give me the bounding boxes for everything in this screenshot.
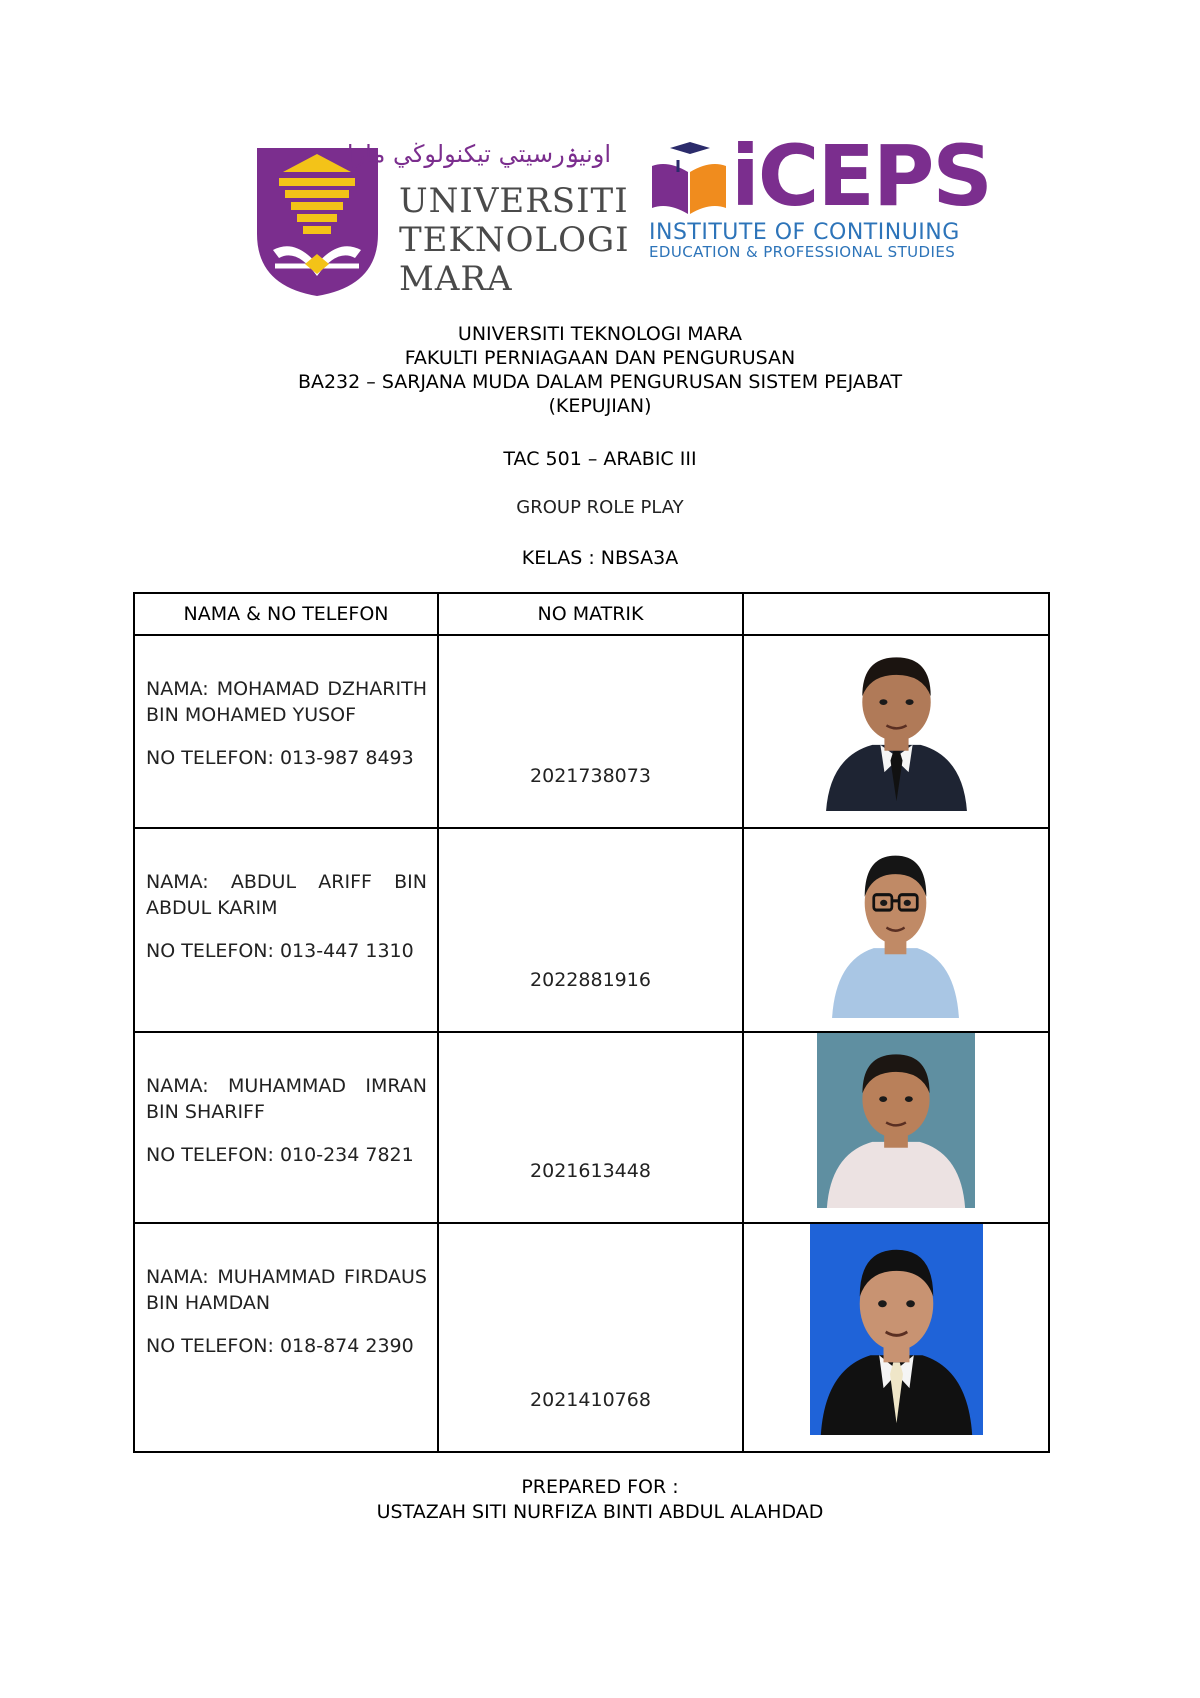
uitm-wordmark-line: TEKNOLOGI	[399, 220, 630, 260]
column-header-photo	[743, 593, 1049, 635]
uitm-wordmark-line: MARA	[399, 259, 513, 299]
table-row	[134, 635, 1049, 828]
member-phone: NO TELEFON: 018-874 2390	[146, 1335, 414, 1357]
prepared-for-label: PREPARED FOR :	[521, 1476, 679, 1498]
table-row	[134, 1223, 1049, 1452]
member-photo-cell	[743, 1223, 1049, 1452]
uitm-wordmark-line: UNIVERSITI	[399, 181, 629, 221]
table-row	[134, 828, 1049, 1032]
member-matric-number: 2021738073	[530, 765, 651, 787]
prepared-for-block	[0, 1475, 1200, 1525]
member-matric-cell	[438, 1223, 743, 1452]
member-matric-cell	[438, 635, 743, 828]
member-portrait-photo	[823, 833, 968, 1018]
assignment-title: GROUP ROLE PLAY	[516, 497, 684, 518]
iceps-wordmark: iCEPS	[731, 127, 991, 225]
member-phone: NO TELEFON: 010-234 7821	[146, 1144, 414, 1166]
column-header-name-phone: NAMA & NO TELEFON	[134, 593, 438, 635]
uitm-jawi-text: اونيۏرسيتي تيكنولوڬي مارا	[346, 140, 611, 168]
member-name-line1: NAMA: MOHAMAD DZHARITH	[146, 678, 427, 700]
member-portrait-photo	[817, 1033, 975, 1208]
course-title: TAC 501 – ARABIC III	[503, 448, 697, 470]
member-photo-cell	[743, 1032, 1049, 1223]
iceps-tagline-line1: INSTITUTE OF CONTINUING	[649, 220, 960, 245]
table-header-row	[134, 593, 1049, 635]
member-name-cell	[134, 828, 438, 1032]
class-code: KELAS : NBSA3A	[521, 547, 679, 569]
member-name-line1: NAMA: ABDUL ARIFF BIN	[146, 871, 427, 893]
iceps-book-cap-icon	[648, 142, 730, 216]
table-row	[134, 1032, 1049, 1223]
logo-banner	[255, 127, 991, 300]
faculty-name: FAKULTI PERNIAGAAN DAN PENGURUSAN	[404, 347, 796, 369]
member-matric-cell	[438, 1032, 743, 1223]
member-phone: NO TELEFON: 013-447 1310	[146, 940, 414, 962]
program-honours: (KEPUJIAN)	[548, 395, 652, 417]
program-name: BA232 – SARJANA MUDA DALAM PENGURUSAN SISTEM PEJABAT	[297, 371, 903, 393]
document-header	[0, 322, 1200, 418]
members-table	[133, 592, 1050, 1453]
member-phone: NO TELEFON: 013-987 8493	[146, 747, 414, 769]
member-matric-number: 2022881916	[530, 969, 651, 991]
member-portrait-photo	[816, 636, 977, 811]
lecturer-name: USTAZAH SITI NURFIZA BINTI ABDUL ALAHDAD	[376, 1501, 824, 1523]
member-photo-cell	[743, 828, 1049, 1032]
member-name-line2: BIN SHARIFF	[146, 1101, 265, 1123]
member-name-cell	[134, 1032, 438, 1223]
member-name-cell	[134, 1223, 438, 1452]
member-name-line2: ABDUL KARIM	[146, 897, 278, 919]
column-header-matric: NO MATRIK	[438, 593, 743, 635]
member-matric-number: 2021410768	[530, 1389, 651, 1411]
university-name: UNIVERSITI TEKNOLOGI MARA	[457, 323, 743, 345]
member-matric-number: 2021613448	[530, 1160, 651, 1182]
member-matric-cell	[438, 828, 743, 1032]
iceps-tagline-line2: EDUCATION & PROFESSIONAL STUDIES	[649, 243, 956, 261]
uitm-crest-logo	[255, 146, 380, 298]
member-name-line2: BIN MOHAMED YUSOF	[146, 704, 357, 726]
member-name-line2: BIN HAMDAN	[146, 1292, 271, 1314]
member-photo-cell	[743, 635, 1049, 828]
uitm-wordmark	[399, 182, 630, 299]
member-name-cell	[134, 635, 438, 828]
member-name-line1: NAMA: MUHAMMAD FIRDAUS	[146, 1266, 427, 1288]
member-portrait-photo	[810, 1224, 983, 1435]
member-name-line1: NAMA: MUHAMMAD IMRAN	[146, 1075, 427, 1097]
